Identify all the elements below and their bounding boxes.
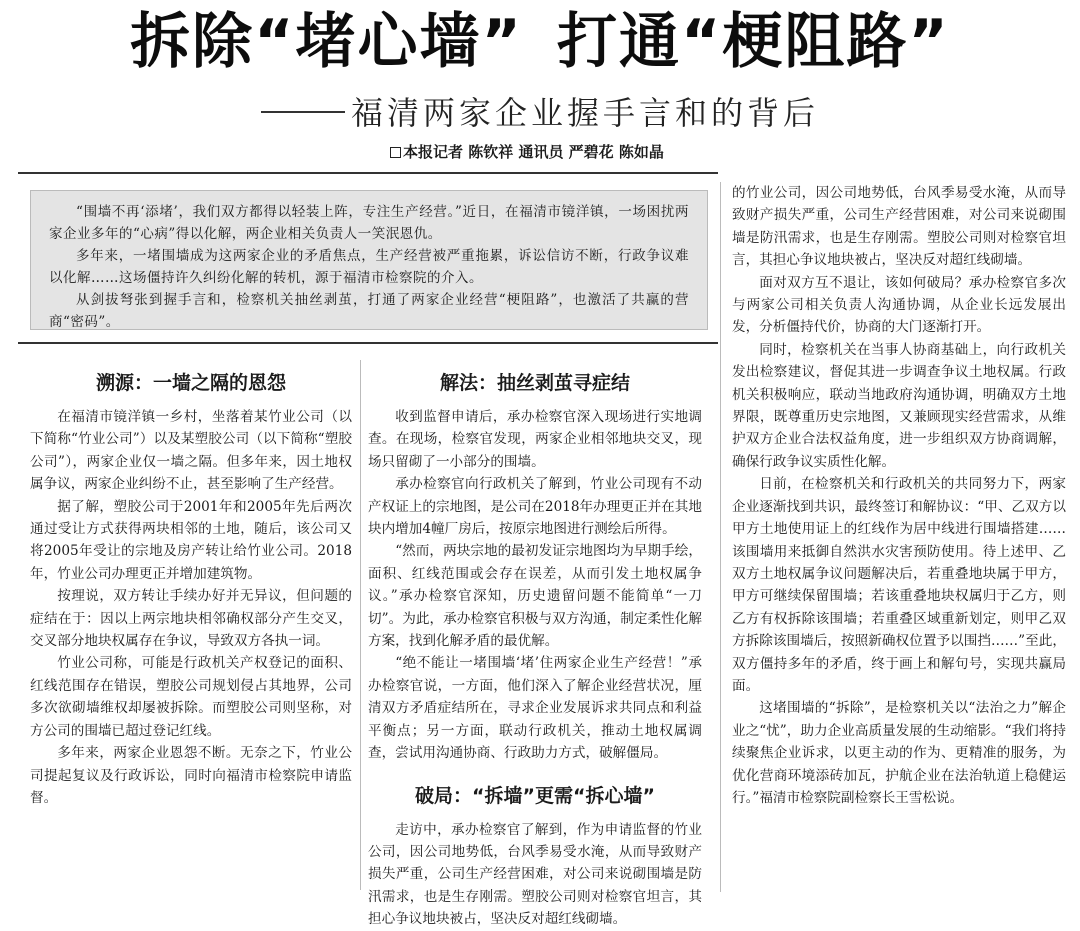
- intro-paragraph: “围墙不再‘添堵’，我们双方都得以轻装上阵，专注生产经营。”近日，在福清市镜洋镇，一场困扰两家企业多年的“心病”得以化解，两企业相关负责人一笑泯恩仇。: [49, 204, 689, 242]
- subhead-dash: [261, 111, 345, 113]
- article-paragraph: 收到监督申请后，承办检察官深入现场进行实地调查。在现场，检察官发现，两家企业相邻地块交叉，现场只留砌了一小部分的围墙。: [368, 409, 702, 470]
- article-paragraph: 按理说，双方转让手续办好并无异议，但问题的症结在于：因以上两宗地块相邻确权部分产生交叉，交叉部分地块权属存在争议，导致双方各执一词。: [30, 588, 352, 650]
- column-3: [732, 182, 1066, 809]
- byline: [390, 140, 664, 164]
- section-title-origin: 溯源：一墙之隔的恩怨: [95, 372, 286, 394]
- column-1: [30, 368, 352, 809]
- headline-part-2: 打通“梗阻路”: [557, 7, 950, 77]
- article-paragraph: 据了解，塑胶公司于2001年和2005年先后两次通过受让方式获得两块相邻的土地，随后，该公司又将2005年受让的宗地及房产转让给竹业公司。2018年，竹业公司办理更正并增加建筑物。: [30, 498, 352, 582]
- section-title-breakthrough: 破局：“拆墙”更需“拆心墙”: [415, 784, 655, 807]
- subhead-text: 福清两家企业握手言和的背后: [350, 94, 819, 132]
- top-rule: [18, 172, 718, 174]
- article-paragraph-continued: 的竹业公司，因公司地势低，台风季易受水淹，从而导致财产损失严重，公司生产经营困难，对公司来说砌围墙是防汛需求，也是生存刚需。塑胶公司则对检察官坦言，其担心争议地块被占，坚决反对超红线砌墙。: [732, 185, 1066, 269]
- intro-paragraph: 多年来，一堵围墙成为这两家企业的矛盾焦点，生产经营被严重拖累，诉讼信访不断，行政争议难以化解……这场僵持许久纠纷化解的转机，源于福清市检察院的介入。: [49, 248, 689, 286]
- article-paragraph: 这堵围墙的“拆除”，是检察机关以“法治之力”解企业之“忧”，助力企业高质量发展的生动缩影。“我们将持续聚焦企业诉求，以更主动的作为、更精准的服务，为优化营商环境添砖加瓦，护航企业在法治轨道上稳健运行。”福清市检察院副检察长王雪松说。: [732, 700, 1066, 806]
- headline-part-1: 拆除“堵心墙”: [130, 7, 523, 77]
- article-paragraph: 多年来，两家企业恩怨不断。无奈之下，竹业公司提起复议及行政诉讼，同时向福清市检察院申请监督。: [30, 745, 352, 806]
- square-icon: [390, 147, 401, 158]
- section-title-solution: 解法：抽丝剥茧寻症结: [439, 372, 630, 394]
- article-paragraph: “然而，两块宗地的最初发证宗地图均为早期手绘，面积、红线范围或会存在误差，从而引发土地权属争议。”承办检察官深知，历史遗留问题不能简单“一刀切”。为此，承办检察官积极与双方沟通，制定柔性化解方案，找到化解矛盾的最优解。: [368, 543, 702, 650]
- column-2: [368, 368, 702, 928]
- column-divider: [360, 360, 361, 890]
- article-paragraph: “绝不能让一堵围墙‘堵’住两家企业生产经营！”承办检察官说，一方面，他们深入了解企业经营状况，厘清双方矛盾症结所在，寻求企业发展诉求共同点和利益平衡点；另一方面，联动行政机关，推动土地权属调查，尝试用沟通协商、行政助力方式，破解僵局。: [368, 655, 702, 762]
- article-paragraph: 同时，检察机关在当事人协商基础上，向行政机关发出检察建议，督促其进一步调查争议土地权属。行政机关积极响应，联动当地政府沟通协调，明确双方土地界限，既尊重历史宗地图，又兼顾现实经营需求，从维护双方企业合法权益角度，进一步组织双方协商调解，确保行政争议实质性化解。: [732, 341, 1066, 470]
- article-paragraph: 竹业公司称，可能是行政机关产权登记的面积、红线范围存在错误，塑胶公司规划侵占其地界，公司多次欲砌墙维权却屡被拆除。而塑胶公司则坚称，对方公司的围墙已超过登记红线。: [30, 655, 352, 739]
- subheadline: [0, 92, 1080, 134]
- article-paragraph: 日前，在检察机关和行政机关的共同努力下，两家企业逐渐找到共识，最终签订和解协议：“甲、乙双方以甲方土地使用证上的红线作为居中线进行围墙搭建……该围墙用来抵御自然洪水灾害预防使用。待上述甲、乙双方土地权属争议问题解决后，若重叠地块属于甲方，甲方可继续保留围墙；若该重叠地块权属归于乙方，则乙方有权拆除该围墙；若重叠区域重新划定，则甲乙双方拆除该围墙后，按照新确权位置予以围挡……”至此，双方僵持多年的矛盾，终于画上和解句号，实现共赢局面。: [732, 476, 1066, 694]
- mid-rule: [18, 342, 718, 344]
- intro-box: [30, 190, 708, 330]
- byline-text: 本报记者 陈钦祥 通讯员 严碧花 陈如晶: [403, 143, 664, 161]
- column-divider: [720, 182, 721, 892]
- intro-paragraph: 从剑拔弩张到握手言和，检察机关抽丝剥茧，打通了两家企业经营“梗阻路”，也激活了共赢的营商“密码”。: [49, 292, 689, 330]
- article-paragraph: 承办检察官向行政机关了解到，竹业公司现有不动产权证上的宗地图，是公司在2018年办理更正并在其地块内增加4幢厂房后，按原宗地图进行测绘后所得。: [368, 476, 702, 538]
- article-paragraph: 在福清市镜洋镇一乡村，坐落着某竹业公司（以下简称“竹业公司”）以及某塑胶公司（以下简称“塑胶公司”），两家企业仅一墙之隔。但多年来，因土地权属争议，两家企业纠纷不止，甚至影响了生产经营。: [30, 409, 352, 493]
- article-paragraph: 走访中，承办检察官了解到，作为申请监督的竹业公司，因公司地势低，台风季易受水淹，从而导致财产损失严重，公司生产经营困难，对公司来说砌围墙是防汛需求，也是生存刚需。塑胶公司则对检察官坦言，其担心争议地块被占，坚决反对超红线砌墙。: [368, 821, 702, 928]
- headline: [0, 4, 1080, 80]
- article-paragraph: 面对双方互不退让，该如何破局？承办检察官多次与两家公司相关负责人沟通协调，从企业长远发展出发，分析僵持代价，协商的大门逐渐打开。: [732, 274, 1066, 336]
